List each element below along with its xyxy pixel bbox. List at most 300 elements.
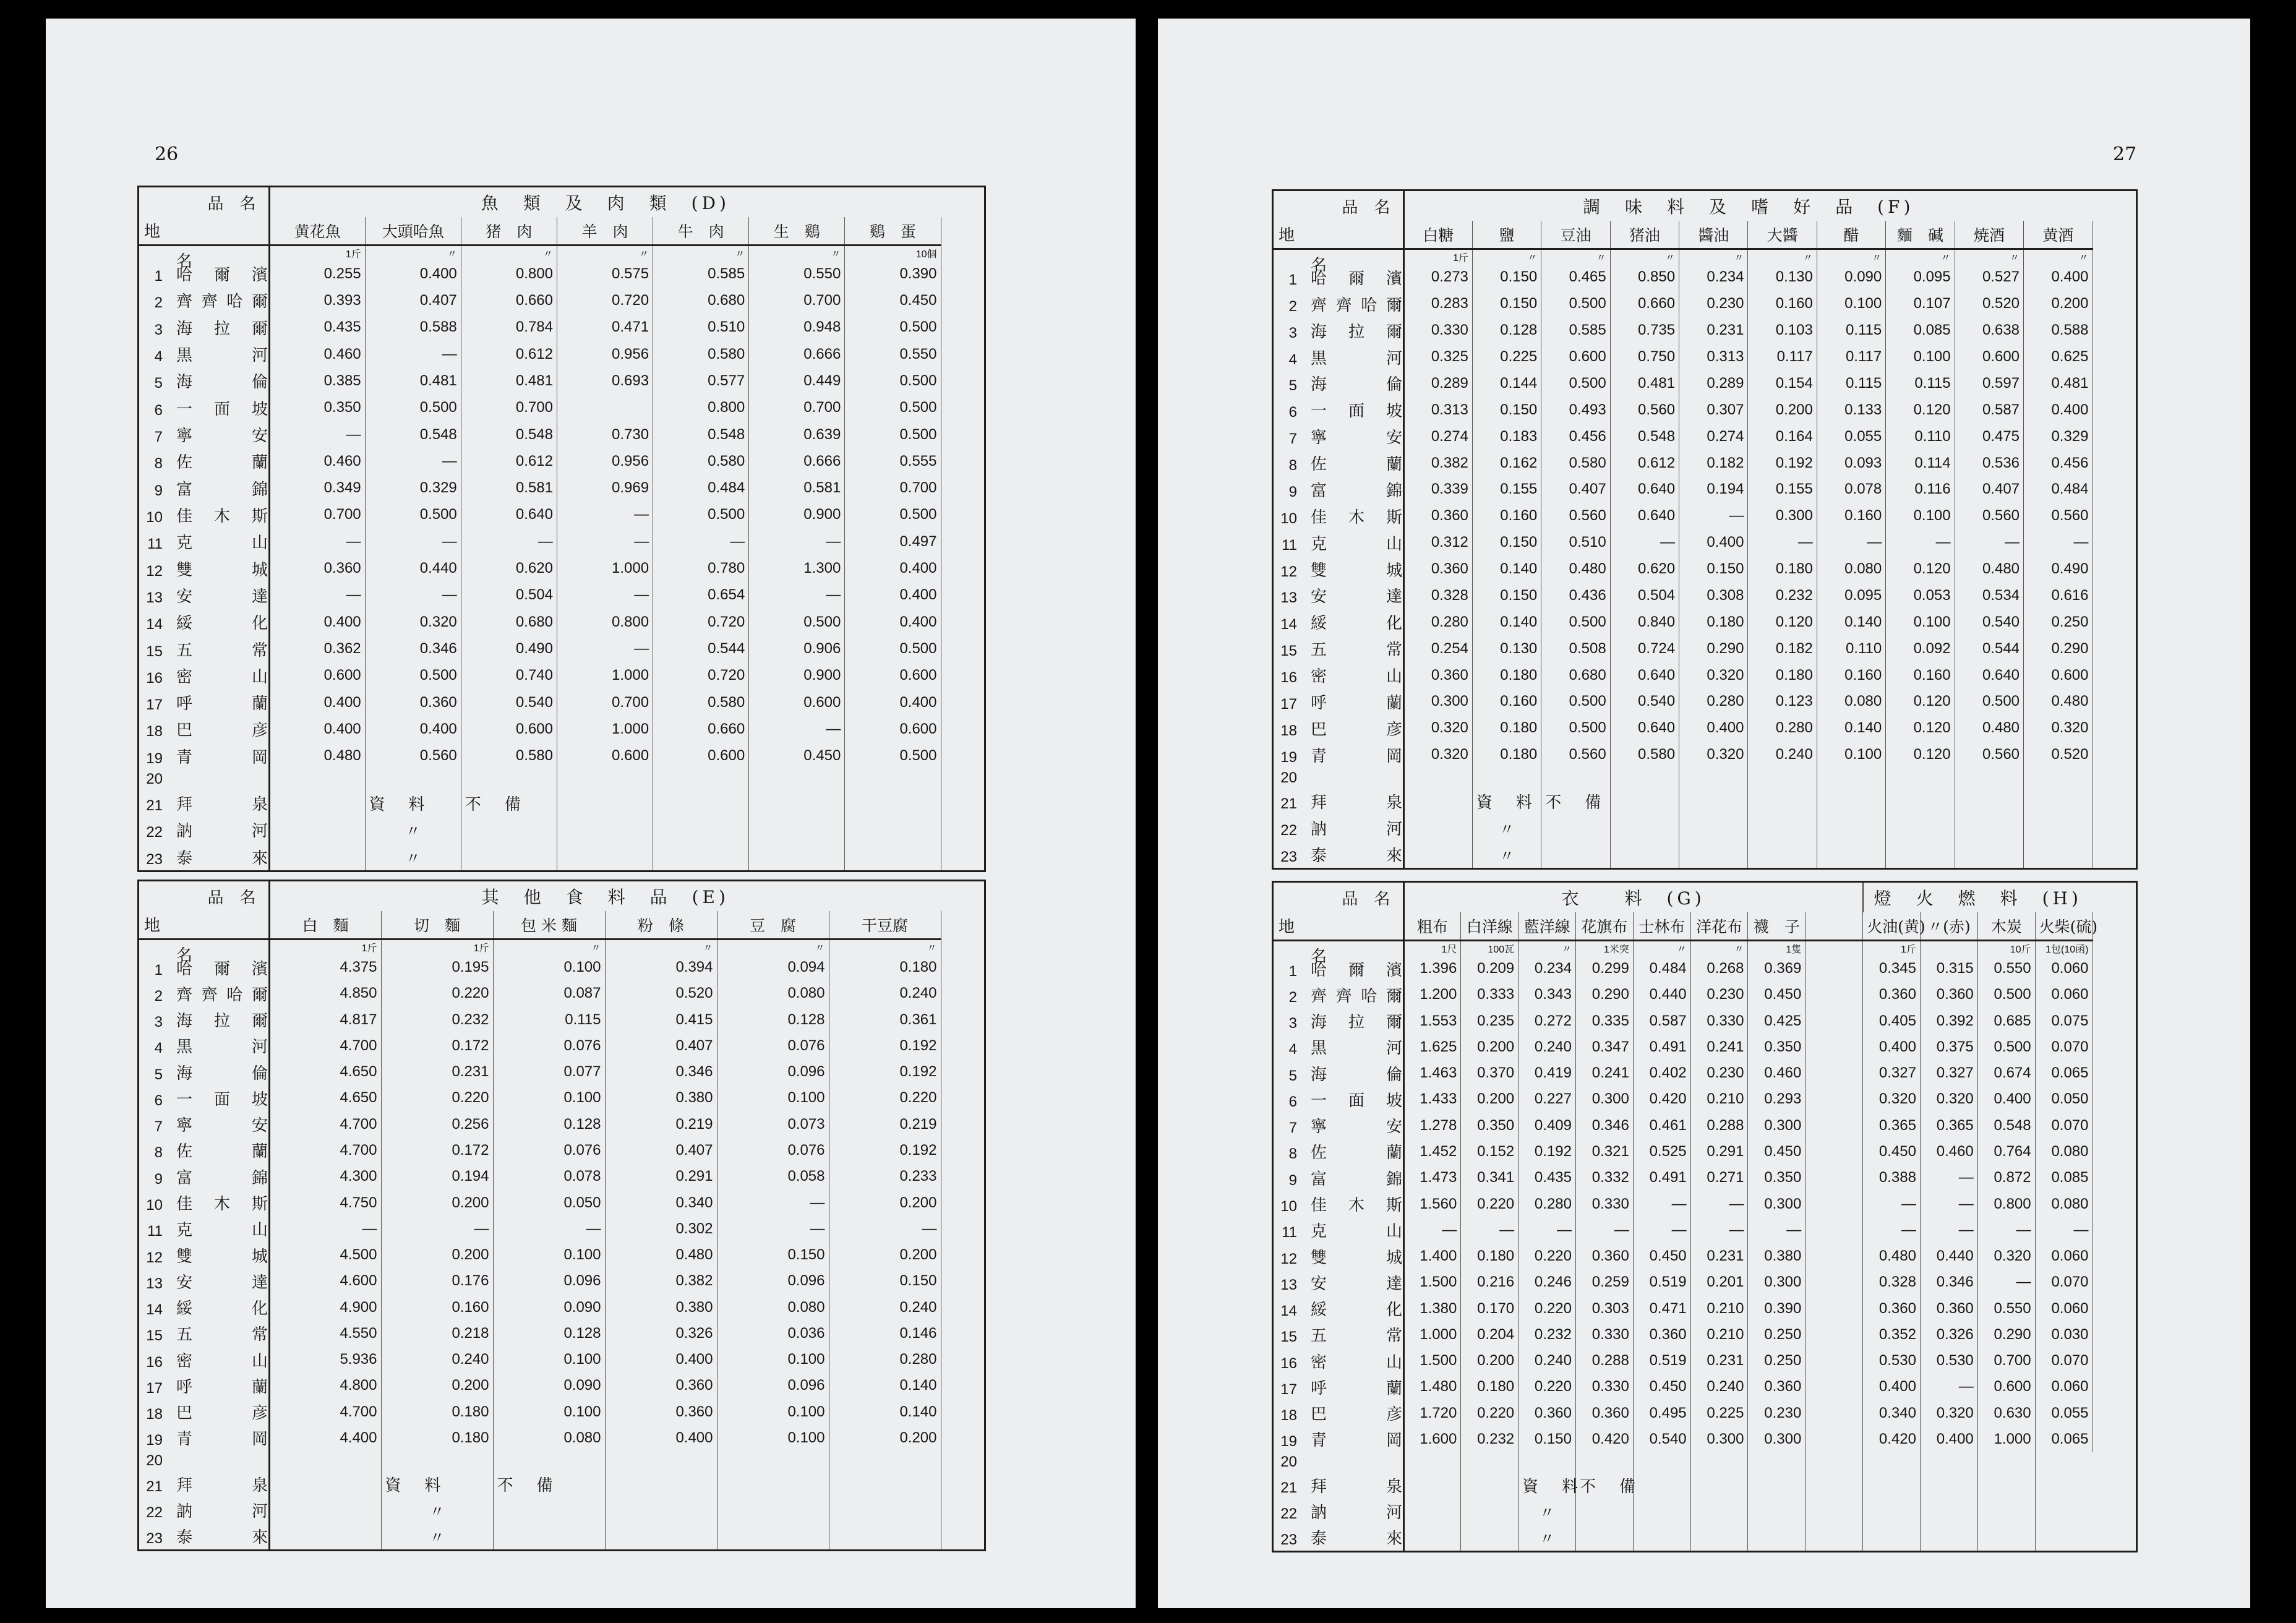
place-cell — [1274, 396, 1403, 423]
table-cell — [1403, 1472, 1461, 1498]
blank-cell — [941, 769, 984, 790]
place-cell — [1274, 1139, 1403, 1165]
table-cell — [1403, 1452, 1461, 1472]
table-cell: 0.155 — [1472, 476, 1541, 503]
place-name: 五 常 — [176, 1325, 268, 1345]
table-cell: 0.250 — [1748, 1348, 1806, 1374]
place-name: 克 山 — [176, 534, 268, 553]
table-cell: 0.246 — [1519, 1269, 1576, 1295]
table-cell: 0.493 — [1541, 396, 1610, 423]
table-title: 調 味 料 及 嗜 好 品 (F) — [1583, 197, 1914, 217]
table-cell — [1886, 815, 1955, 841]
table-row — [1274, 1139, 2136, 1165]
place-name: 海拉爾 — [176, 319, 268, 338]
table-cell — [1633, 1525, 1690, 1551]
unit-label: 〃 — [461, 246, 557, 261]
table-cell: 0.100 — [1886, 609, 1955, 635]
table-cell — [1748, 1498, 1806, 1524]
place-cell — [139, 260, 269, 287]
place-name: 海 倫 — [176, 1064, 268, 1083]
table-cell: 1.433 — [1403, 1086, 1461, 1112]
table-cell: 0.475 — [1955, 423, 2023, 450]
column-header: 焼酒 — [1955, 221, 2023, 249]
table-cell: 0.240 — [829, 1294, 941, 1320]
table-cell: 0.280 — [1403, 609, 1472, 635]
row-number: 3 — [1288, 324, 1297, 341]
table-cell: 0.076 — [717, 1137, 829, 1163]
table-cell: 0.660 — [1610, 291, 1679, 317]
table-cell: 0.360 — [1519, 1400, 1576, 1426]
table-row — [139, 395, 984, 421]
table-cell: 4.375 — [269, 954, 381, 980]
place-name: 哈爾濱 — [176, 959, 268, 979]
blank-cell — [941, 1059, 984, 1085]
table-cell: 0.440 — [1633, 982, 1690, 1008]
table-cell: — — [557, 502, 653, 528]
row-number: 15 — [146, 643, 163, 660]
blank-cell — [2093, 1217, 2136, 1243]
table-cell: 0.425 — [1748, 1008, 1806, 1034]
table-cell: 0.117 — [1748, 344, 1817, 370]
table-cell: 0.271 — [1690, 1165, 1748, 1191]
table-cell: 0.456 — [2024, 450, 2093, 476]
place-name: 密 山 — [1311, 667, 1402, 687]
table-cell: 0.172 — [381, 1033, 493, 1059]
table-cell: 0.500 — [845, 421, 941, 448]
table-cell: 0.327 — [1920, 1060, 1977, 1086]
table-cell: 0.420 — [1575, 1426, 1633, 1452]
table-cell: — — [1920, 1191, 1977, 1217]
table-cell: 0.200 — [1748, 396, 1817, 423]
table-cell: 0.070 — [2035, 1034, 2093, 1060]
place-cell — [139, 743, 269, 769]
table-cell — [845, 769, 941, 790]
table-cell: — — [1748, 1217, 1806, 1243]
table-cell: — — [461, 528, 557, 555]
table-cell: 0.154 — [1748, 370, 1817, 397]
table-cell: 0.150 — [829, 1268, 941, 1294]
table-row — [1274, 396, 2136, 423]
table-cell: 0.600 — [845, 662, 941, 689]
table-cell: 0.780 — [653, 555, 749, 581]
table-cell: 0.100 — [493, 1399, 605, 1425]
unit-label: 〃 — [557, 246, 653, 261]
table-cell: — — [269, 1216, 381, 1242]
unit-label: 1斤 — [1863, 941, 1921, 956]
table-cell: 0.409 — [1519, 1113, 1576, 1139]
table-cell: — — [557, 635, 653, 662]
table-cell: 0.232 — [381, 1007, 493, 1033]
table-cell: 0.638 — [1955, 317, 2023, 344]
table-cell — [1977, 1525, 2035, 1551]
table-cell: 4.850 — [269, 980, 381, 1006]
table-cell: 0.600 — [749, 689, 845, 716]
row-number: 11 — [1282, 1224, 1297, 1241]
table-cell: 0.550 — [845, 341, 941, 367]
table-cell: 0.073 — [717, 1111, 829, 1137]
table-cell: 0.540 — [461, 689, 557, 716]
table-cell: 1.600 — [1403, 1426, 1461, 1452]
table-cell: 0.220 — [1461, 1400, 1519, 1426]
table-cell: 資 料 — [1519, 1472, 1576, 1498]
blank-cell — [941, 1111, 984, 1137]
table-cell: 0.360 — [1748, 1374, 1806, 1400]
table-cell: 0.800 — [1977, 1191, 2035, 1217]
table-row — [139, 260, 984, 287]
table-cell — [269, 1451, 381, 1471]
table-cell: 0.150 — [1472, 583, 1541, 609]
blank-cell — [941, 1163, 984, 1189]
table-row — [139, 716, 984, 742]
table-cell — [269, 790, 365, 816]
column-header: 洋花布 — [1690, 912, 1748, 941]
table-cell: 0.481 — [461, 367, 557, 394]
row-number: 2 — [154, 294, 163, 312]
table-cell: — — [829, 1216, 941, 1242]
table-cell: 0.060 — [2035, 1295, 2093, 1321]
table-cell: 0.180 — [1472, 742, 1541, 768]
row-number: 9 — [1288, 1171, 1297, 1189]
table-cell — [1863, 1452, 1921, 1472]
table-cell: 0.070 — [2035, 1269, 2093, 1295]
table-cell: 0.115 — [493, 1007, 605, 1033]
table-cell — [1575, 1452, 1633, 1472]
table-cell: 0.456 — [1541, 423, 1610, 450]
table-cell: 0.250 — [2024, 609, 2093, 635]
blank-cell — [941, 843, 984, 870]
table-cell: 0.160 — [1817, 662, 1885, 688]
table-cell: 0.420 — [1863, 1426, 1921, 1452]
table-cell: 0.070 — [2035, 1348, 2093, 1374]
unit-label — [1920, 941, 1977, 956]
column-header: 鷄 蛋 — [845, 217, 941, 246]
table-cell: 0.332 — [1575, 1165, 1633, 1191]
table-cell — [1610, 815, 1679, 841]
blank-cell — [941, 502, 984, 528]
corner-name-label: 名 — [176, 252, 193, 271]
table-cell: 4.300 — [269, 1163, 381, 1189]
table-cell — [1403, 841, 1472, 868]
place-name: 呼 蘭 — [176, 695, 268, 714]
table-cell: 0.700 — [557, 689, 653, 716]
table-cell: 0.230 — [1690, 982, 1748, 1008]
table-cell: 0.735 — [1610, 317, 1679, 344]
table-cell: 0.484 — [2024, 476, 2093, 503]
table-cell: 0.400 — [845, 609, 941, 635]
table-cell: 0.660 — [461, 287, 557, 314]
table-cell: 0.400 — [1920, 1426, 1977, 1452]
table-cell: 0.519 — [1633, 1269, 1690, 1295]
blank-cell — [2093, 715, 2136, 742]
table-cell: 0.233 — [829, 1163, 941, 1189]
row-number: 7 — [154, 429, 163, 446]
table-cell: 0.400 — [269, 609, 365, 635]
table-cell: 0.280 — [1679, 688, 1748, 715]
place-cell — [139, 1451, 269, 1471]
place-name: 佐 蘭 — [1311, 455, 1402, 474]
table-cell: 0.255 — [269, 260, 365, 287]
row-number: 7 — [1288, 1120, 1297, 1137]
table-cell: 0.375 — [1920, 1034, 1977, 1060]
table-cell: 0.240 — [829, 980, 941, 1006]
table-cell: 0.720 — [653, 609, 749, 635]
table-cell: 0.500 — [845, 314, 941, 341]
row-number: 18 — [1280, 1407, 1297, 1424]
table-cell: 0.666 — [749, 448, 845, 474]
table-cell: 0.320 — [1920, 1400, 1977, 1426]
table-row — [139, 475, 984, 502]
table-row — [139, 980, 984, 1006]
table-cell: 0.519 — [1633, 1348, 1690, 1374]
table-cell: 0.220 — [1461, 1191, 1519, 1217]
table-title: 其 他 食 料 品 (E) — [481, 887, 729, 907]
table-cell — [1461, 1525, 1519, 1551]
table-cell — [269, 769, 365, 790]
table-cell: 0.674 — [1977, 1060, 2035, 1086]
table-cell: 0.360 — [1633, 1322, 1690, 1348]
column-header: 白糖 — [1403, 221, 1472, 249]
table-cell: 0.090 — [493, 1294, 605, 1320]
table-cell — [1806, 1191, 1863, 1217]
table-cell: 0.360 — [1920, 982, 1977, 1008]
table-cell: 0.415 — [605, 1007, 717, 1033]
table-cell: 0.170 — [1461, 1295, 1519, 1321]
table-cell: 0.400 — [1863, 1034, 1921, 1060]
table-row — [139, 1268, 984, 1294]
corner-header — [1274, 883, 1403, 966]
table-cell: 0.500 — [365, 502, 461, 528]
table-cell: 0.290 — [1575, 982, 1633, 1008]
table-cell: 4.700 — [269, 1399, 381, 1425]
table-cell: 0.152 — [1461, 1139, 1519, 1165]
row-number: 16 — [146, 669, 163, 687]
table-cell: 0.640 — [1610, 715, 1679, 742]
table-gh-clothing-fuel — [1272, 881, 2138, 1552]
row-number: 23 — [146, 850, 163, 868]
table-cell: 0.234 — [1679, 264, 1748, 291]
column-header: 豆油 — [1541, 221, 1610, 249]
table-cell: 0.872 — [1977, 1165, 2035, 1191]
table-cell: 0.291 — [605, 1163, 717, 1189]
table-cell — [605, 1471, 717, 1497]
table-cell: 0.232 — [1461, 1426, 1519, 1452]
table-cell: 0.407 — [1541, 476, 1610, 503]
table-cell: 0.329 — [2024, 423, 2093, 450]
place-cell — [1274, 1498, 1403, 1524]
column-header: 藍洋線 — [1519, 912, 1576, 941]
table-cell: 0.087 — [493, 980, 605, 1006]
table-cell: 0.548 — [461, 421, 557, 448]
column-header: 生 鷄 — [749, 217, 845, 246]
table-cell: 0.616 — [2024, 583, 2093, 609]
table-cell: 0.500 — [845, 743, 941, 769]
place-name: 一面坡 — [1311, 1091, 1402, 1110]
place-name: 寧 安 — [1311, 429, 1402, 448]
table-cell: 0.500 — [1541, 609, 1610, 635]
row-number: 4 — [154, 348, 163, 366]
table-cell: 0.419 — [1519, 1060, 1576, 1086]
row-number: 14 — [146, 616, 163, 633]
table-cell: 0.400 — [605, 1347, 717, 1372]
table-cell — [829, 1451, 941, 1471]
unit-label: 〃 — [653, 246, 749, 261]
row-number: 18 — [1280, 722, 1297, 739]
table-cell — [557, 395, 653, 421]
unit-label: 〃 — [1472, 249, 1541, 265]
table-cell: 0.840 — [1610, 609, 1679, 635]
place-cell — [1274, 635, 1403, 662]
blank-cell — [2093, 1426, 2136, 1452]
place-cell — [139, 555, 269, 581]
table-cell: 0.600 — [2024, 662, 2093, 688]
table-row — [139, 1085, 984, 1111]
table-cell — [1690, 1525, 1748, 1551]
table-cell: 0.480 — [1955, 715, 2023, 742]
table-cell: 0.510 — [1541, 529, 1610, 556]
table-cell: 0.352 — [1863, 1322, 1921, 1348]
table-cell: 0.461 — [1633, 1113, 1690, 1139]
column-header: 黄花魚 — [269, 217, 365, 246]
place-name: 青 岡 — [176, 748, 268, 767]
table-cell: 1.000 — [557, 716, 653, 742]
blank-cell — [941, 1216, 984, 1242]
table-cell: 0.329 — [365, 475, 461, 502]
table-cell: 1.553 — [1403, 1008, 1461, 1034]
row-number: 1 — [1288, 271, 1297, 288]
table-cell: 0.227 — [1519, 1086, 1576, 1112]
table-cell — [1403, 1498, 1461, 1524]
table-row — [1274, 1086, 2136, 1112]
place-name: 呼 蘭 — [176, 1377, 268, 1397]
table-cell — [1806, 1217, 1863, 1243]
table-cell: 0.164 — [1748, 423, 1817, 450]
blank-cell — [2093, 423, 2136, 450]
table-cell: 0.346 — [365, 635, 461, 662]
table-cell: 0.597 — [1955, 370, 2023, 397]
table-cell — [1806, 1374, 1863, 1400]
table-cell — [269, 1523, 381, 1549]
table-row — [1274, 476, 2136, 503]
blank-cell — [941, 743, 984, 769]
table-cell: 0.100 — [1886, 344, 1955, 370]
column-header: 黄酒 — [2024, 221, 2093, 249]
table-cell: 0.555 — [845, 448, 941, 474]
table-row — [1274, 1498, 2136, 1524]
blank-cell — [2093, 982, 2136, 1008]
table-cell: 0.115 — [1817, 370, 1885, 397]
table-row — [1274, 742, 2136, 768]
table-cell: 0.078 — [1817, 476, 1885, 503]
table-cell: 0.365 — [1863, 1113, 1921, 1139]
table-cell: — — [1575, 1217, 1633, 1243]
place-cell — [1274, 715, 1403, 742]
table-cell: 0.291 — [1690, 1139, 1748, 1165]
table-cell — [1806, 1269, 1863, 1295]
table-cell: 0.680 — [461, 609, 557, 635]
table-cell: 0.085 — [1886, 317, 1955, 344]
place-cell — [1274, 1295, 1403, 1321]
unit-label: 1包(10函) — [2035, 941, 2093, 956]
table-cell: 0.200 — [381, 1372, 493, 1398]
table-cell — [605, 1523, 717, 1549]
place-cell — [139, 790, 269, 816]
place-cell — [139, 1372, 269, 1398]
place-name: 密 山 — [176, 1351, 268, 1371]
table-cell — [557, 843, 653, 870]
place-name: 海 倫 — [1311, 375, 1402, 395]
table-cell: 0.078 — [493, 1163, 605, 1189]
table-cell — [1633, 1452, 1690, 1472]
table-row — [139, 1059, 984, 1085]
table-cell: 0.120 — [1886, 742, 1955, 768]
blank-cell — [941, 1399, 984, 1425]
table-cell: 0.600 — [461, 716, 557, 742]
table-row — [1274, 344, 2136, 370]
table-cell: 0.050 — [2035, 1086, 2093, 1112]
table-cell: — — [1977, 1269, 2035, 1295]
table-cell: 0.435 — [1519, 1165, 1576, 1191]
place-name: 訥 河 — [176, 1502, 268, 1521]
blank-cell — [2093, 956, 2136, 982]
blank-cell — [941, 1497, 984, 1523]
unit-label: 1米突 — [1575, 941, 1633, 956]
table-cell — [1977, 1452, 2035, 1472]
blank-cell — [2093, 662, 2136, 688]
table-cell: 0.784 — [461, 314, 557, 341]
blank-cell — [2093, 370, 2136, 397]
table-cell: 0.600 — [1955, 344, 2023, 370]
place-cell — [139, 448, 269, 474]
table-row — [1274, 788, 2136, 815]
row-number: 9 — [1288, 483, 1297, 500]
table-cell: 1.625 — [1403, 1034, 1461, 1060]
table-cell: 0.948 — [749, 314, 845, 341]
table-cell — [1461, 1498, 1519, 1524]
place-name: 克 山 — [1311, 534, 1402, 554]
table-cell: 0.530 — [1863, 1348, 1921, 1374]
table-cell: 0.450 — [845, 287, 941, 314]
table-cell — [1748, 815, 1817, 841]
table-cell: 4.817 — [269, 1007, 381, 1033]
row-number: 19 — [146, 1432, 163, 1449]
table-cell: 0.330 — [1575, 1191, 1633, 1217]
table-cell — [2024, 768, 2093, 788]
table-cell: 0.076 — [493, 1137, 605, 1163]
place-name: 安 達 — [176, 1273, 268, 1292]
row-number: 17 — [1280, 1381, 1297, 1398]
table-row — [1274, 1060, 2136, 1086]
table-cell: 0.380 — [605, 1294, 717, 1320]
table-cell: 0.500 — [1541, 291, 1610, 317]
place-cell — [139, 662, 269, 689]
table-cell: 0.340 — [605, 1189, 717, 1215]
table-cell: — — [1863, 1191, 1921, 1217]
table-cell — [1955, 815, 2023, 841]
table-cell — [2024, 815, 2093, 841]
title-row — [1274, 883, 2136, 912]
blank-cell — [139, 940, 269, 955]
place-name: 呼 蘭 — [1311, 693, 1402, 713]
table-cell: 0.405 — [1863, 1008, 1921, 1034]
table-cell: 1.200 — [1403, 982, 1461, 1008]
place-name: 訥 河 — [1311, 820, 1402, 839]
row-number: 10 — [1280, 510, 1297, 527]
place-cell — [1274, 1060, 1403, 1086]
table-cell: 0.680 — [1541, 662, 1610, 688]
place-cell — [1274, 1008, 1403, 1034]
table-cell: 0.548 — [1977, 1113, 2035, 1139]
row-number: 7 — [154, 1118, 163, 1136]
